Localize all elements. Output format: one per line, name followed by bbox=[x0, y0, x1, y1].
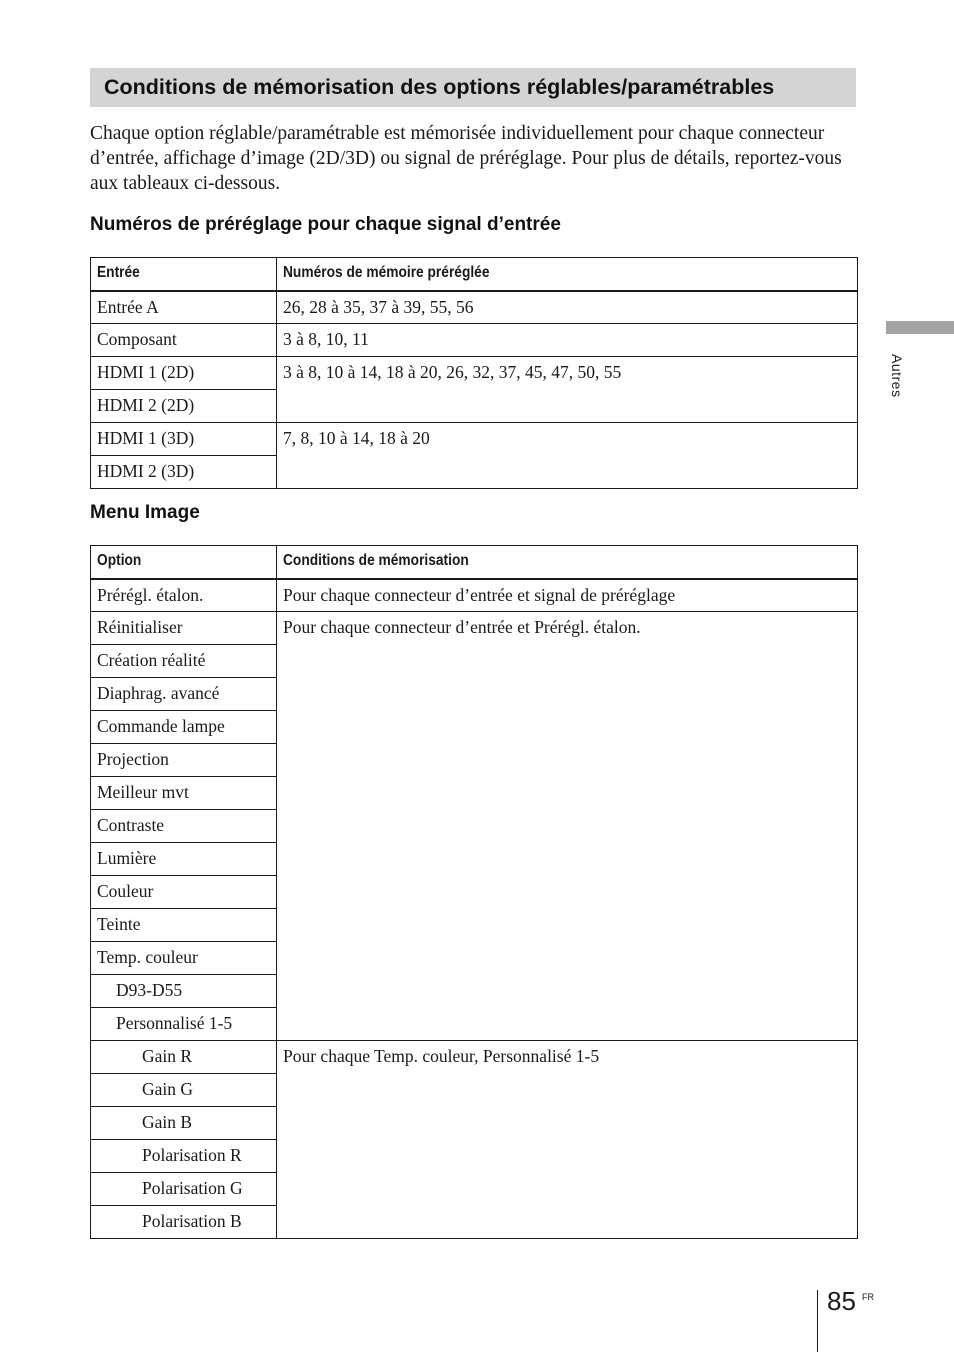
preset-section-heading: Numéros de préréglage pour chaque signal d’entrée bbox=[90, 214, 561, 235]
preset-numbers-table bbox=[90, 257, 858, 489]
table-row bbox=[91, 423, 858, 456]
table-header-row bbox=[91, 546, 858, 579]
column-header-conditions: Conditions de mémorisation bbox=[277, 546, 858, 579]
column-header-option: Option bbox=[91, 546, 277, 579]
input-cell: HDMI 2 (2D) bbox=[91, 390, 277, 423]
table-row bbox=[91, 291, 858, 324]
preset-numbers-cell: 3 à 8, 10, 11 bbox=[277, 324, 858, 357]
option-cell: Diaphrag. avancé bbox=[91, 678, 277, 711]
input-cell: HDMI 1 (2D) bbox=[91, 357, 277, 390]
table-row bbox=[91, 612, 858, 645]
condition-cell: Pour chaque connecteur d’entrée et Prérégl. étalon. bbox=[277, 612, 858, 1041]
option-cell: Temp. couleur bbox=[91, 942, 277, 975]
preset-numbers-cell: 26, 28 à 35, 37 à 39, 55, 56 bbox=[277, 291, 858, 324]
option-cell: Teinte bbox=[91, 909, 277, 942]
option-cell: Commande lampe bbox=[91, 711, 277, 744]
table-header-row bbox=[91, 258, 858, 291]
option-cell: Prérégl. étalon. bbox=[91, 579, 277, 612]
preset-numbers-cell: 7, 8, 10 à 14, 18 à 20 bbox=[277, 423, 858, 489]
image-menu-heading: Menu Image bbox=[90, 502, 200, 523]
page-language-code: FR bbox=[862, 1292, 874, 1302]
page-number: 85 bbox=[827, 1286, 856, 1316]
preset-numbers-cell: 3 à 8, 10 à 14, 18 à 20, 26, 32, 37, 45, 47, 50, 55 bbox=[277, 357, 858, 423]
input-cell: HDMI 1 (3D) bbox=[91, 423, 277, 456]
input-cell: HDMI 2 (3D) bbox=[91, 456, 277, 489]
table-row bbox=[91, 357, 858, 390]
option-cell: Meilleur mvt bbox=[91, 777, 277, 810]
option-cell: Lumière bbox=[91, 843, 277, 876]
option-cell: Couleur bbox=[91, 876, 277, 909]
intro-paragraph: Chaque option réglable/paramétrable est mémorisée individuellement pour chaque connecteur d’entrée, affichage d’image (2D/3D) ou signal de préréglage. Pour plus de détails, reportez-vous aux tableaux ci-dessous. bbox=[90, 123, 842, 194]
input-cell: Composant bbox=[91, 324, 277, 357]
column-header-preset-numbers: Numéros de mémoire préréglée bbox=[277, 258, 858, 291]
condition-cell: Pour chaque Temp. couleur, Personnalisé 1-5 bbox=[277, 1041, 858, 1239]
option-cell: Personnalisé 1-5 bbox=[91, 1008, 277, 1041]
column-header-input: Entrée bbox=[91, 258, 277, 291]
condition-cell: Pour chaque connecteur d’entrée et signal de préréglage bbox=[277, 579, 858, 612]
option-cell: Polarisation R bbox=[91, 1140, 277, 1173]
page-number-rule bbox=[817, 1290, 818, 1352]
image-menu-table bbox=[90, 545, 858, 1239]
option-cell: Gain G bbox=[91, 1074, 277, 1107]
table-row bbox=[91, 324, 858, 357]
option-cell: Polarisation B bbox=[91, 1206, 277, 1239]
option-cell: Projection bbox=[91, 744, 277, 777]
option-cell: D93-D55 bbox=[91, 975, 277, 1008]
side-tab-label: Autres bbox=[889, 354, 905, 398]
table-row bbox=[91, 1041, 858, 1074]
option-cell: Création réalité bbox=[91, 645, 277, 678]
table-row bbox=[91, 579, 858, 612]
side-tab-marker bbox=[886, 321, 954, 334]
option-cell: Contraste bbox=[91, 810, 277, 843]
input-cell: Entrée A bbox=[91, 291, 277, 324]
option-cell: Gain B bbox=[91, 1107, 277, 1140]
option-cell: Gain R bbox=[91, 1041, 277, 1074]
option-cell: Polarisation G bbox=[91, 1173, 277, 1206]
section-title: Conditions de mémorisation des options réglables/paramétrables bbox=[90, 68, 856, 107]
option-cell: Réinitialiser bbox=[91, 612, 277, 645]
